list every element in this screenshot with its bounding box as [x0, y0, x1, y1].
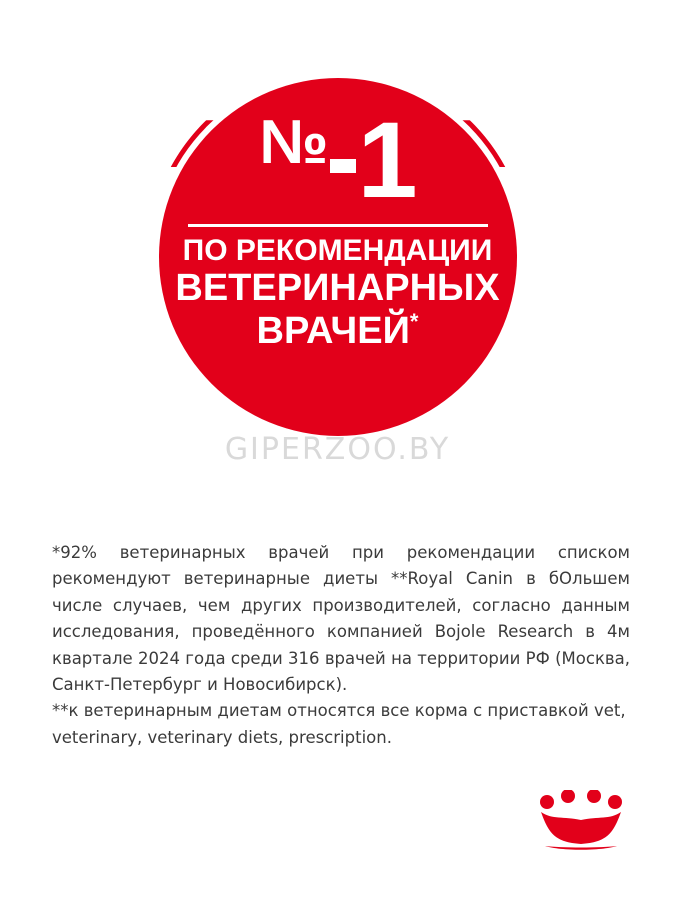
legal-disclaimer [52, 540, 630, 751]
badge-divider [188, 224, 488, 227]
badge-number-sign: № [259, 108, 328, 177]
badge-number: 1 [357, 99, 416, 220]
badge-number-dash [330, 159, 356, 173]
badge-line-1: ПО РЕКОМЕНДАЦИИ [182, 234, 493, 267]
recommendation-badge [0, 78, 675, 478]
watermark: GIPERZOO.BY [224, 432, 451, 467]
badge-content [159, 78, 517, 436]
royal-canin-crown-icon [535, 790, 627, 852]
badge-line-3-text: ВРАЧЕЙ [256, 310, 410, 353]
badge-line-3 [257, 310, 419, 352]
legal-paragraph-1: *92% ветеринарных врачей при рекомендации списком рекомендуют ветеринарные диеты **Royal Canin в бОльшем числе случаев, чем других производителей, согласно данным исследования, проведённого компанией Bojole Research в 4м квартале 2024 года среди 316 врачей на территории РФ (Москва, Санкт-Петербург и Новосибирск). [52, 543, 630, 694]
legal-paragraph-2: **к ветеринарным диетам относятся все корма с приставкой vet, veterinary, veterinary diets, prescription. [52, 701, 626, 747]
badge-line-2: ВЕТЕРИНАРНЫХ [175, 266, 500, 309]
badge-footnote-marker: * [409, 309, 419, 335]
badge-rank [259, 99, 416, 220]
